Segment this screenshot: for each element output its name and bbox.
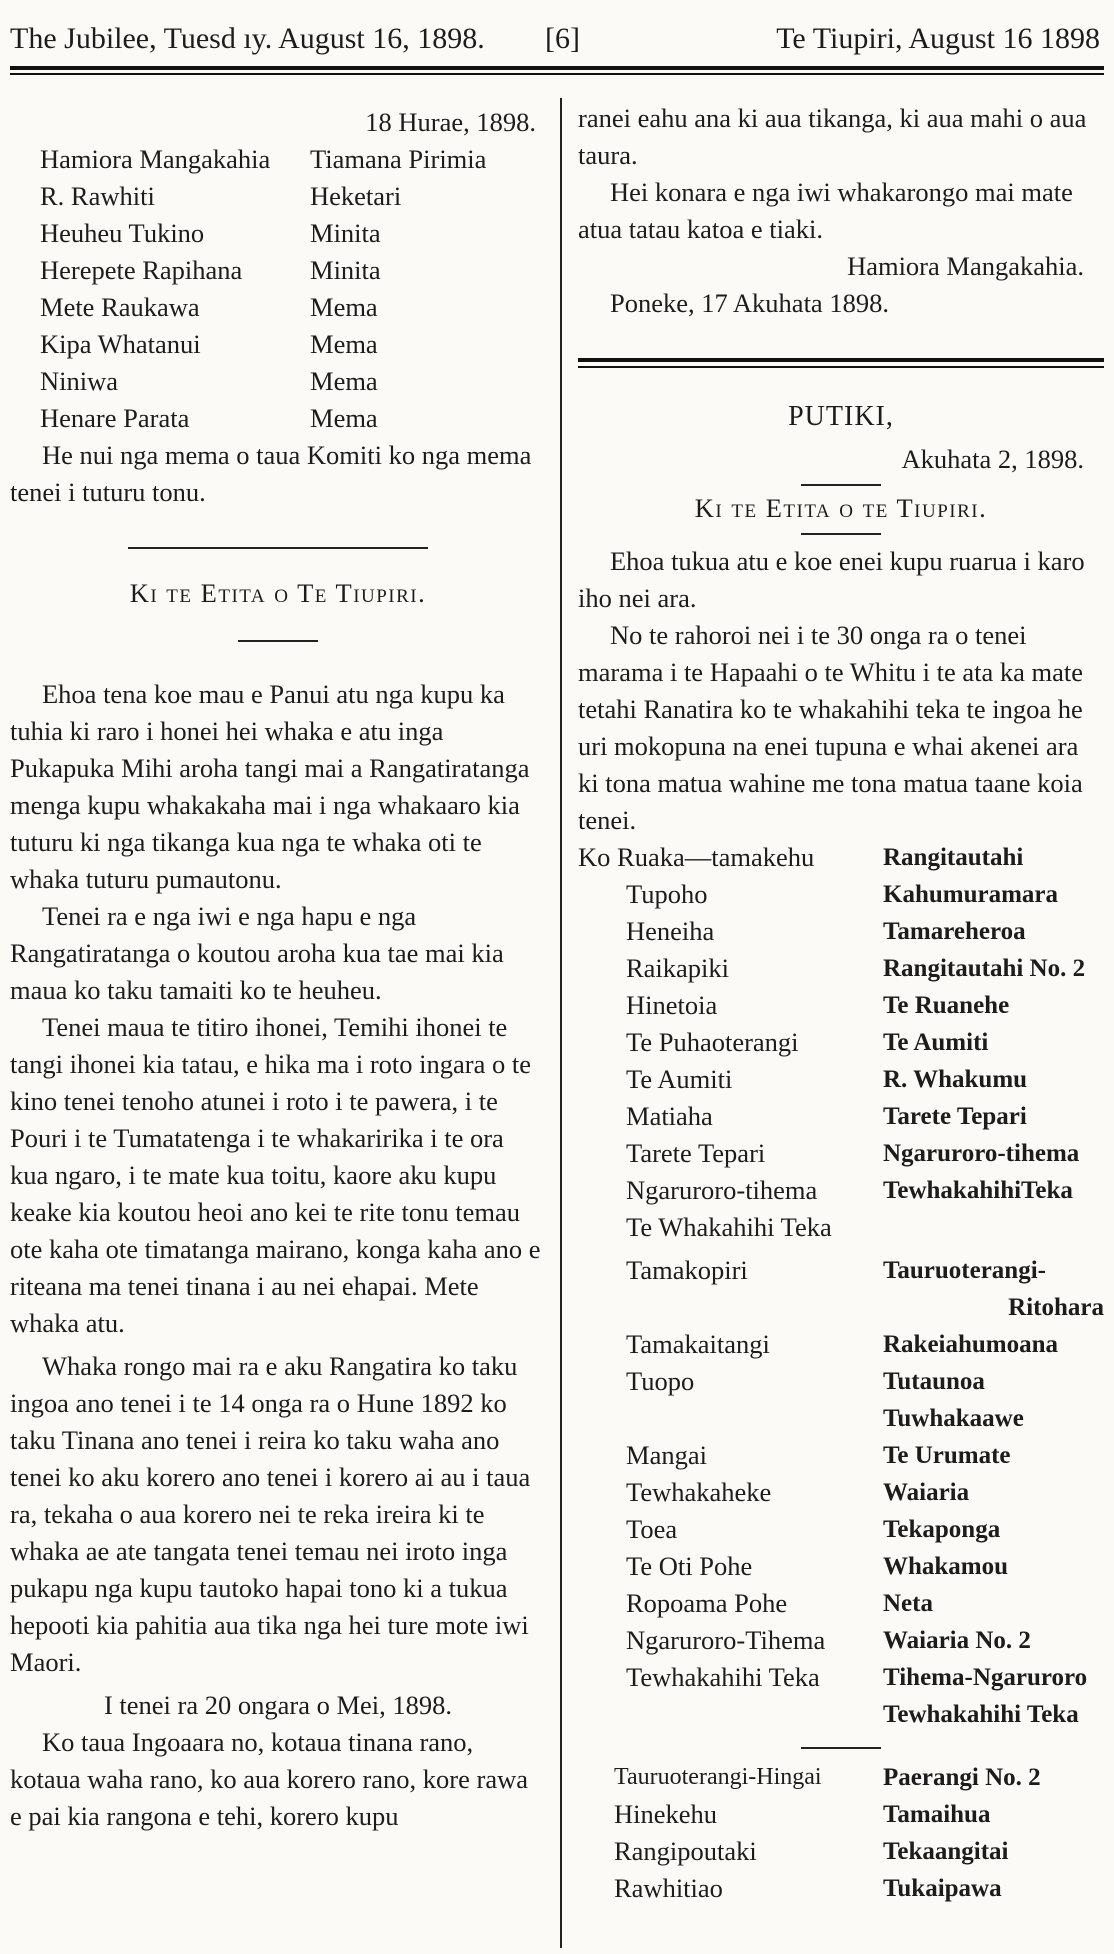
column-divider	[560, 98, 562, 1948]
table-row: Toea Tekaponga	[626, 1514, 1001, 1544]
right-column	[578, 100, 1104, 1907]
article-title: PUTIKI,	[788, 401, 894, 432]
separator-rule	[801, 1747, 881, 1749]
separator-rule-thin	[578, 366, 1104, 368]
paragraph: Ko taua Ingoaara no, kotaua tinana rano, kotaua waha rano, ko aua korero rano, kore rawa e pai kia rangona e tehi, korero kupu	[10, 1727, 528, 1831]
separator-rule	[128, 547, 428, 549]
article-heading: Ki te Etita o te Tiupiri.	[694, 493, 988, 523]
committee-note: He nui nga mema o taua Komiti ko nga mema tenei i tuturu tonu.	[10, 440, 532, 507]
header-right: Te Tiupiri, August 16 1898	[776, 22, 1100, 55]
table-row: Tarete Tepari Ngaruroro-tihema	[626, 1138, 1080, 1168]
list-item: Hamiora Mangakahia Tiamana Pirimia	[40, 144, 487, 174]
table-row: Hinetoia Te Ruanehe	[626, 990, 1010, 1020]
table-row: Tamakopiri Tauruoterangi-	[626, 1255, 1046, 1285]
table-row: Tuopo Tutaunoa	[626, 1366, 985, 1396]
separator-rule	[801, 533, 881, 535]
list-item: Kipa Whatanui Mema	[40, 329, 378, 359]
table-row: Te Puhaoterangi Te Aumiti	[626, 1027, 989, 1057]
table-row: Te Whakahihi Teka	[626, 1212, 832, 1242]
paragraph: Whaka rongo mai ra e aku Rangatira ko taku ingoa ano tenei i te 14 onga ra o Hune 1892 ko taku Tinana ano tenei i reira ko taku waha ano tenei ko aku korero ano tenei i korero ai au i taua ra, tekaha o aua korero nei te reka ireira ki te whaka ae ate tangata tenei temau nei iroto inga pukapu nga kupu tautoko hapai tono ki a tukua hepooti kia pahitia aua tika nga hei ture mote iwi Maori.	[10, 1351, 531, 1677]
paragraph: Tenei ra e nga iwi e nga hapu e nga Rangatiratanga o koutou aroha kua tae mai kia maua ko taku tamaiti ko te heuheu.	[10, 901, 504, 1005]
table-row: Ritohara	[1008, 1294, 1104, 1321]
table-row: Rangipoutaki Tekaangitai	[614, 1836, 1009, 1866]
header-rule-thin	[10, 73, 1104, 75]
table-row: Ko Ruaka—tamakehu Rangitautahi	[578, 842, 1024, 872]
committee-list	[10, 141, 546, 437]
paragraph: Ehoa tena koe mau e Panui atu nga kupu ka tuhia ki raro i honei hei whaka e atu inga Pukapuka Mihi aroha tangi mai a Rangatiratanga menga kupu whakakaha mai i nga whakaaro kia tuturu ki nga tikanga kua nga te whaka oti te whaka tuturu pumautonu.	[10, 679, 530, 894]
list-item: R. Rawhiti Heketari	[40, 181, 402, 211]
table-row: Heneiha Tamareheroa	[626, 916, 1026, 946]
table-row: Rawhitiao Tukaipawa	[614, 1873, 1002, 1903]
page-header	[0, 0, 1114, 60]
table-row: Raikapiki Rangitautahi No. 2	[626, 953, 1086, 983]
table-row: Tewhakaheke Waiaria	[626, 1477, 970, 1507]
list-item: Henare Parata Mema	[40, 403, 378, 433]
separator-rule	[238, 640, 318, 642]
table-row: Tamakaitangi Rakeiahumoana	[626, 1329, 1059, 1359]
place-date: Poneke, 17 Akuhata 1898.	[610, 288, 889, 318]
page-number: [6]	[545, 22, 580, 55]
article-date: Akuhata 2, 1898.	[901, 444, 1084, 474]
table-row: Tewhakahihi Teka Tihema-Ngaruroro	[626, 1662, 1088, 1692]
genealogy-table-2	[578, 1759, 1104, 1907]
paragraph: Hei konara e nga iwi whakarongo mai mate atua tatau katoa e tiaki.	[578, 177, 1073, 244]
table-row: Ropoama Pohe Neta	[626, 1588, 933, 1618]
paragraph: Ehoa tukua atu e koe enei kupu ruarua i karo iho nei ara.	[578, 546, 1085, 613]
separator-rule-thick	[578, 358, 1104, 362]
list-item: Niniwa Mema	[40, 366, 378, 396]
paragraph: Tenei maua te titiro ihonei, Temihi ihonei te tangi ihonei kia tatau, e hika ma i roto ingara o te kino tenei tenoho atunei i roto i te pawera, i te Pouri i te Tumatatenga i te whakaririka i te ora kua ngaro, i te mate kua toitu, kaore aku kupu keake kia koutou heoi ano kei te rite tonu temau ote kaha ote timatanga mairano, konga kaha ano e riteana ma tenei tinana i au nei ehapai. Mete whaka atu.	[10, 1012, 541, 1338]
genealogy-table	[578, 839, 1104, 1733]
table-row: Te Oti Pohe Whakamou	[626, 1551, 1009, 1581]
table-row: Tuwhakaawe	[883, 1405, 1024, 1432]
table-row: Ngaruroro-tihema TewhakahihiTeka	[626, 1175, 1073, 1205]
paragraph: No te rahoroi nei i te 30 onga ra o tenei marama i te Hapaahi o te Whitu i te ata ka mate tetahi Ranatira ko te whakahihi teka te ingoa he uri mokopuna na enei tupuna e whai akenei ara ki tona matua wahine me tona matua taane koia tenei.	[578, 620, 1084, 835]
letter-date: I tenei ra 20 ongara o Mei, 1898.	[103, 1690, 453, 1720]
list-item: Mete Raukawa Mema	[40, 292, 378, 322]
table-row: Tupoho Kahumuramara	[626, 879, 1058, 909]
table-row: Ngaruroro-Tihema Waiaria No. 2	[626, 1625, 1031, 1655]
table-row: Tauruoterangi-Hingai Paerangi No. 2	[614, 1764, 1041, 1791]
committee-date: 18 Hurae, 1898.	[365, 107, 536, 137]
header-left: The Jubilee, Tuesd ıy. August 16, 1898.	[10, 22, 485, 55]
paragraph: ranei eahu ana ki aua tikanga, ki aua mahi o aua taura.	[578, 103, 1087, 170]
header-rule-thick	[10, 66, 1104, 70]
section-heading: Ki te Etita o Te Tiupiri.	[129, 578, 427, 608]
signature: Hamiora Mangakahia.	[847, 251, 1084, 281]
table-row: Te Aumiti R. Whakumu	[626, 1064, 1028, 1094]
separator-rule	[801, 484, 881, 486]
table-row: Hinekehu Tamaihua	[614, 1799, 991, 1829]
left-column	[10, 100, 546, 1835]
table-row: Mangai Te Urumate	[626, 1440, 1011, 1470]
list-item: Heuheu Tukino Minita	[40, 218, 381, 248]
table-row: Tewhakahihi Teka	[883, 1701, 1079, 1728]
list-item: Herepete Rapihana Minita	[40, 255, 381, 285]
table-row: Matiaha Tarete Tepari	[626, 1101, 1027, 1131]
